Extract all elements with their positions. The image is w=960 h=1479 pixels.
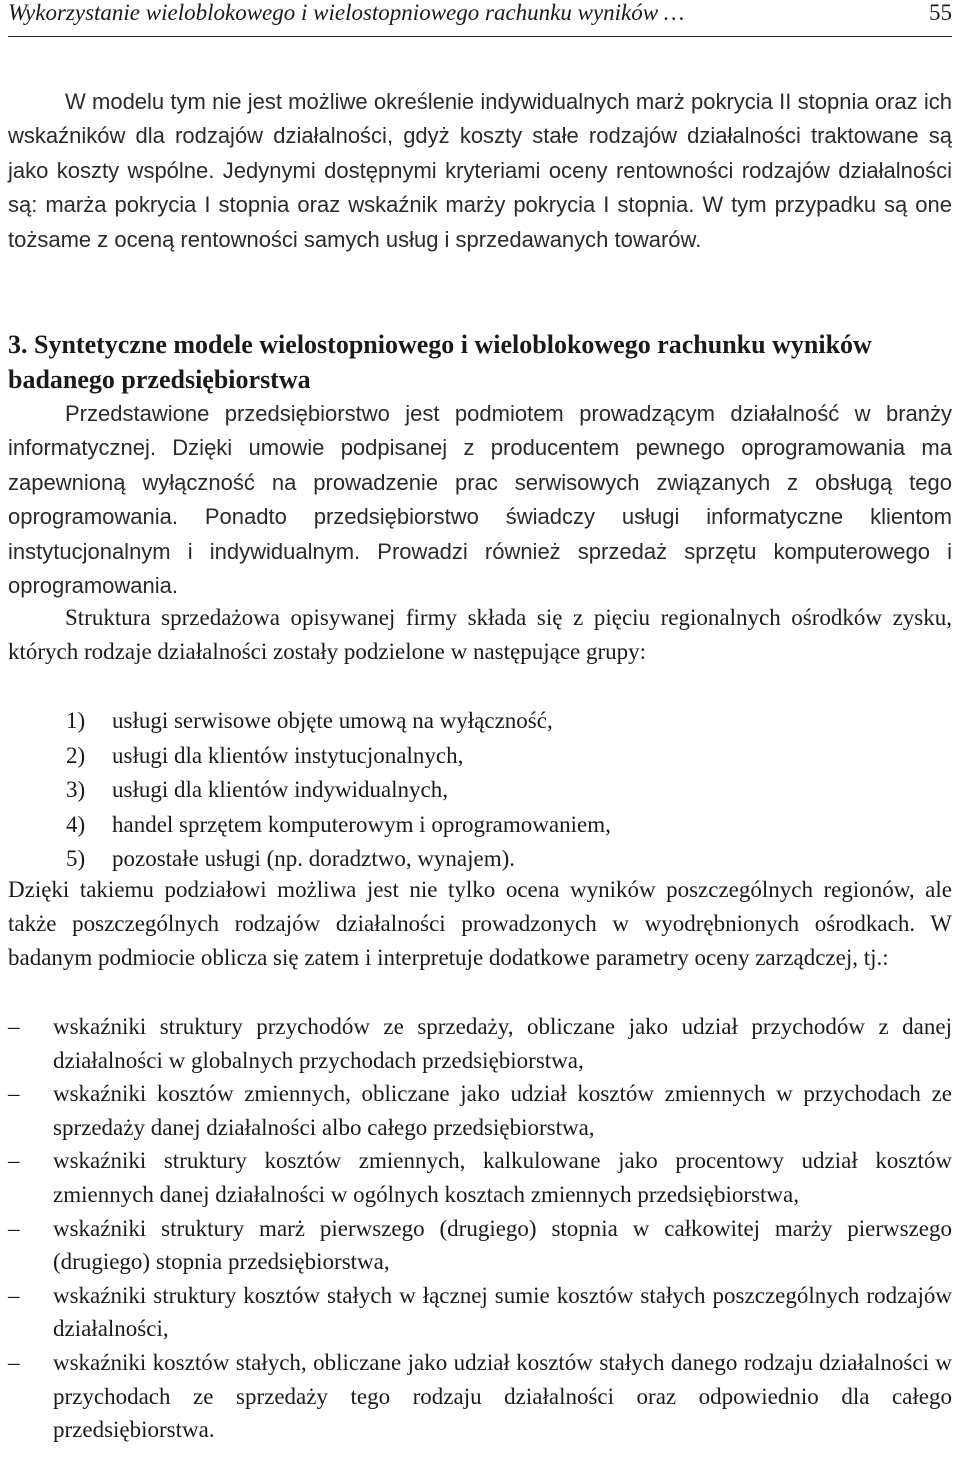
list-item-text: handel sprzętem komputerowym i oprogramowaniem, xyxy=(112,811,611,837)
list-item-number: 1) xyxy=(66,708,86,733)
list-item xyxy=(8,1212,952,1279)
activity-groups-list xyxy=(66,704,946,877)
list-item-number: 3) xyxy=(66,777,86,803)
paragraph-sales-structure: Struktura sprzedażowa opisywanej firmy składa się z pięciu regionalnych ośrodków zysku, których rodzaje działalności zostały podzielone w następujące grupy: xyxy=(8,605,952,664)
list-item xyxy=(66,773,946,808)
list-item xyxy=(66,704,946,739)
paragraph-company-description: Przedstawione przedsiębiorstwo jest podmiotem prowadzącym działalność w branży informatycznej. Dzięki umowie podpisanej z producentem pewnego oprogramowania ma zapewnioną wyłączność na prowadzenie prac serwisowych związanych z obsługą tego oprogramowania. Ponadto przedsiębiorstwo świadczy usługi informatyczne klientom instytucjonalnym i indywidualnym. Prowadzi również sprzedaż sprzętu komputerowego i oprogramowania. xyxy=(8,401,952,599)
dash-bullet: – xyxy=(8,1282,20,1308)
running-title: Wykorzystanie wieloblokowego i wielostopniowego rachunku wyników … xyxy=(8,0,685,25)
list-item-number: 5) xyxy=(66,846,86,872)
list-item xyxy=(8,1279,952,1346)
list-item xyxy=(8,1346,952,1447)
list-item xyxy=(66,739,946,774)
dash-bullet: – xyxy=(8,1349,20,1375)
list-item-text: wskaźniki struktury kosztów stałych w łącznej sumie kosztów stałych poszczególnych rodzajów działalności, xyxy=(53,1282,952,1342)
dash-bullet: – xyxy=(8,1215,20,1241)
page-number: 55 xyxy=(929,0,952,25)
list-item-text: wskaźniki struktury marż pierwszego (drugiego) stopnia w całkowitej marży pierwszego (drugiego) stopnia przedsiębiorstwa, xyxy=(53,1215,952,1275)
list-item-text: wskaźniki struktury przychodów ze sprzedaży, obliczane jako udział przychodów z danej działalności w globalnych przychodach przedsiębiorstwa, xyxy=(53,1014,952,1073)
running-header xyxy=(8,0,952,37)
list-item-text: usługi dla klientów instytucjonalnych, xyxy=(112,742,464,768)
list-item-text: usługi dla klientów indywidualnych, xyxy=(112,777,449,803)
list-item-text: pozostałe usługi (np. doradztwo, wynajem). xyxy=(112,846,516,872)
paragraph-model-limitations: W modelu tym nie jest możliwe określenie indywidualnych marż pokrycia II stopnia oraz ich wskaźników dla rodzajów działalności, gdyż koszty stałe rodzajów działalności traktowane są jako koszty wspólne. Jedynymi dostępnymi kryteriami oceny rentowności rodzajów działalności są: marża pokrycia I stopnia oraz wskaźnik marży pokrycia I stopnia. W tym przypadku są one tożsame z oceną rentowności samych usług i sprzedawanych towarów. xyxy=(8,89,952,252)
list-item-text: wskaźniki kosztów stałych, obliczane jako udział kosztów stałych danego rodzaju działalności w przychodach ze sprzedaży tego rodzaju działalności oraz odpowiednio dla całego przedsiębiorstwa. xyxy=(53,1349,952,1443)
section-heading: 3. Syntetyczne modele wielostopniowego i wieloblokowego rachunku wyników badanego przedsiębiorstwa xyxy=(8,330,872,394)
list-item-text: usługi serwisowe objęte umową na wyłączność, xyxy=(112,708,553,733)
list-item xyxy=(66,808,946,843)
dash-bullet: – xyxy=(8,1148,20,1174)
list-item-text: wskaźniki struktury kosztów zmiennych, kalkulowane jako procentowy udział kosztów zmiennych danej działalności w ogólnych kosztach zmiennych przedsiębiorstwa, xyxy=(53,1148,952,1207)
list-item xyxy=(66,842,946,877)
dash-bullet: – xyxy=(8,1014,20,1039)
list-item xyxy=(8,1010,952,1077)
list-item xyxy=(8,1144,952,1211)
list-item-number: 4) xyxy=(66,811,86,837)
paragraph-evaluation-parameters: Dzięki takiemu podziałowi możliwa jest nie tylko ocena wyników poszczególnych regionów, ale także poszczególnych rodzajów działalności prowadzonych w wyodrębnionych ośrodkach. W badanym podmiocie oblicza się zatem i interpretuje dodatkowe parametry oceny zarządczej, tj.: xyxy=(8,877,952,970)
list-item-number: 2) xyxy=(66,742,86,768)
indicators-list xyxy=(8,1010,952,1447)
list-item xyxy=(8,1077,952,1144)
list-item-text: wskaźniki kosztów zmiennych, obliczane jako udział kosztów zmiennych w przychodach ze sprzedaży danej działalności albo całego przedsiębiorstwa, xyxy=(53,1081,952,1140)
dash-bullet: – xyxy=(8,1081,20,1107)
